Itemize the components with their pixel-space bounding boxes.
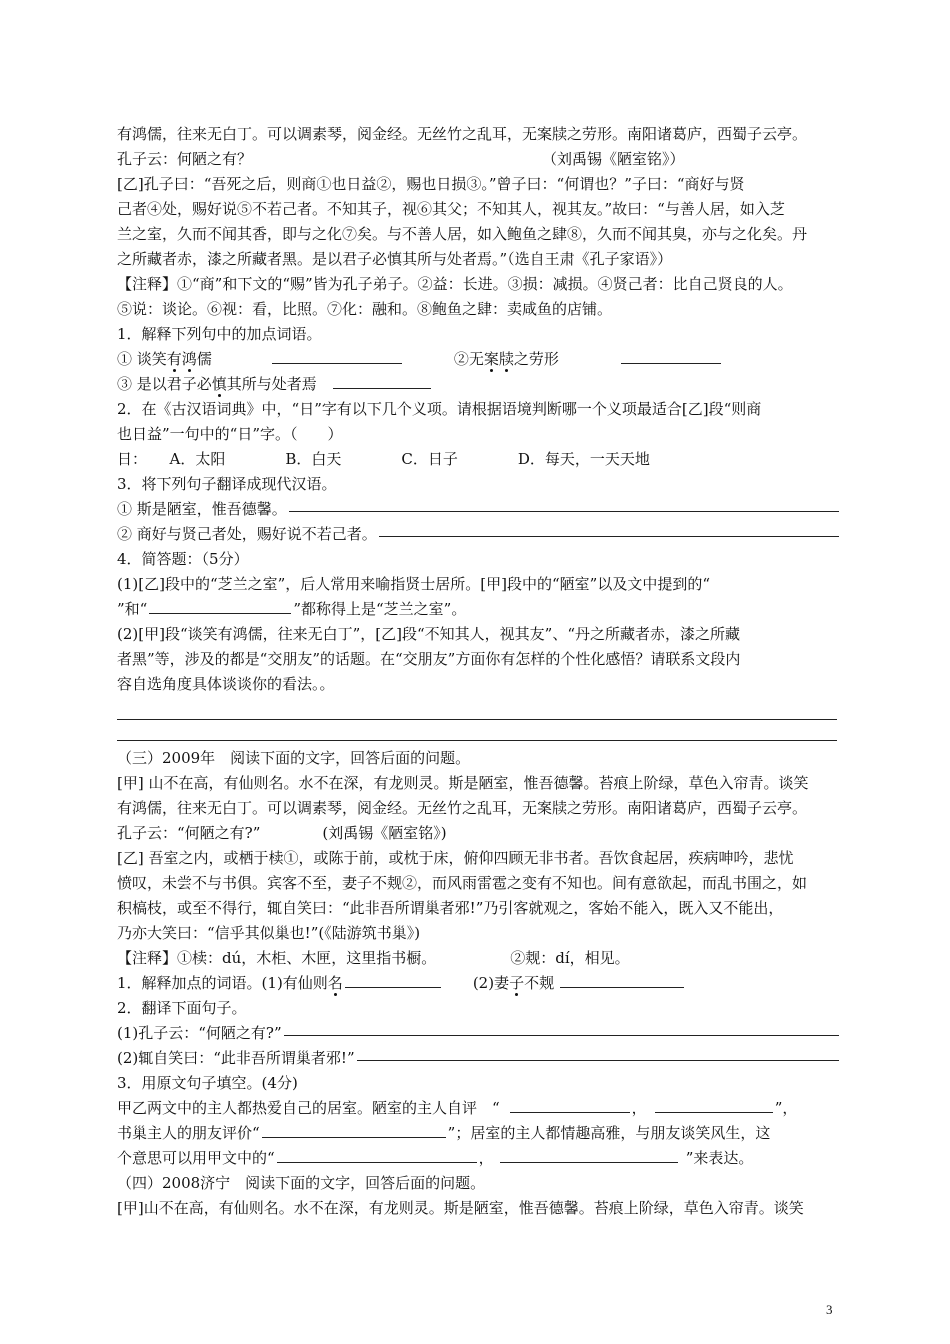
answer-blank[interactable] <box>560 973 684 988</box>
section-3-question-2-item: (2)辄自笑曰：“此非吾所谓巢者邪!” <box>117 1046 847 1071</box>
question-3: 3．将下列句子翻译成现代汉语。 <box>117 475 337 493</box>
question-1-items-b: ③ 是以君子必慎其所与处者焉 <box>117 372 847 397</box>
section-3-title: （三）2009年 阅读下面的文字，回答后面的问题。 <box>117 749 471 767</box>
answer-blank[interactable] <box>655 1098 773 1113</box>
question-3-item: ① 斯是陋室，惟吾德馨。 <box>117 497 847 522</box>
annotation-line: 【注释】①椟：dú，木柜、木匣，这里指书橱。 ②觌：dí，相见。 <box>117 949 630 967</box>
question-2: 2．在《古汉语词典》中，“日”字有以下几个义项。请根据语境判断哪一个义项最适合[乙]段“则商 <box>117 400 762 418</box>
question-4: 4．简答题：（5分） <box>117 550 249 568</box>
answer-blank[interactable] <box>262 1123 446 1138</box>
text-line: 孔子云：“何陋之有?” (刘禹锡《陋室铭》) <box>117 824 447 842</box>
section-3-question-2: 2．翻译下面句子。 <box>117 999 247 1017</box>
text-line: [甲]山不在高，有仙则名。水不在深，有龙则灵。斯是陋室，惟吾德馨。苔痕上阶绿，草色入帘青。谈笑 <box>117 1199 804 1217</box>
answer-blank[interactable] <box>272 349 402 364</box>
answer-blank[interactable] <box>277 1148 477 1163</box>
text-line: [乙]孔子曰：“吾死之后，则商①也日益②，赐也日损③。”曾子曰：“何谓也？”子曰：“商好与贤 <box>117 175 745 193</box>
answer-line[interactable] <box>284 1021 839 1036</box>
section-3-question-3: 3．用原文句子填空。(4分) <box>117 1074 298 1092</box>
question-4-part-1: ”和“ ”都称得上是“芝兰之室”。 <box>117 600 467 618</box>
answer-blank[interactable] <box>510 1098 630 1113</box>
question-3-item: ② 商好与贤己者处，赐好说不若己者。 <box>117 522 847 547</box>
section-3-question-1: 1．解释加点的词语。(1)有仙则名 (2)妻子不觌 <box>117 971 847 996</box>
answer-blank[interactable] <box>621 349 721 364</box>
page-number: 3 <box>826 1302 833 1317</box>
section-4-title: （四）2008济宁 阅读下面的文字，回答后面的问题。 <box>117 1174 486 1192</box>
answer-blank[interactable] <box>333 374 431 389</box>
question-4-part-2: 容自选角度具体谈谈你的看法。。 <box>117 675 335 693</box>
text-line: 孔子云：何陋之有？ （刘禹锡《陋室铭》） <box>117 150 685 168</box>
text-line: 兰之室，久而不闻其香，即与之化⑦矣。与不善人居，如入鲍鱼之肆⑧，久而不闻其臭，亦与之化矣。丹 <box>117 225 808 243</box>
document-body <box>117 122 847 1221</box>
text-line: 愤叹，未尝不与书俱。宾客不至，妻子不觌②，而风雨雷雹之变有不知也。间有意欲起，而乱书围之，如 <box>117 874 808 892</box>
question-2-options: 日： A．太阳 B．白天 C．日子 D．每天，一天天地 <box>117 450 650 468</box>
answer-blank[interactable] <box>500 1148 678 1163</box>
answer-line[interactable] <box>357 1046 839 1061</box>
text-line: 积槁枝，或至不得行，辄自笑曰：“此非吾所谓巢者邪!”乃引客就观之，客始不能入，既入又不能出， <box>117 899 784 917</box>
section-3-question-3-fill: 书巢主人的朋友评价“ ”；居室的主人都情趣高雅，与朋友谈笑风生，这 <box>117 1124 771 1142</box>
text-line: 有鸿儒，往来无白丁。可以调素琴，阅金经。无丝竹之乱耳，无案牍之劳形。南阳诸葛庐，西蜀子云亭。 <box>117 799 808 817</box>
section-3-question-3-fill: 个意思可以用甲文中的“ ， ”来表达。 <box>117 1149 754 1167</box>
answer-line[interactable] <box>117 697 837 720</box>
annotation-line: ⑤说：谈论。⑥视：看，比照。⑦化：融和。⑧鲍鱼之肆：卖咸鱼的店铺。 <box>117 300 613 318</box>
text-line: [乙] 吾室之内，或栖于椟①，或陈于前，或枕于床，俯仰四顾无非书者。吾饮食起居，疾病呻吟，悲忧 <box>117 849 794 867</box>
answer-line[interactable] <box>289 497 839 512</box>
section-3-question-3-fill: 甲乙两文中的主人都热爱自己的居室。陋室的主人自评 “ ， ”， <box>117 1099 798 1117</box>
text-line: 乃亦大笑曰：“信乎其似巢也!”(《陆游筑书巢》) <box>117 924 421 942</box>
text-line: [甲] 山不在高，有仙则名。水不在深，有龙则灵。斯是陋室，惟吾德馨。苔痕上阶绿，草色入帘青。谈笑 <box>117 774 809 792</box>
answer-line[interactable] <box>117 720 837 741</box>
text-line: 之所藏者赤，漆之所藏者黑。是以君子必慎其所与处者焉。”（选自王肃《孔子家语》） <box>117 250 673 268</box>
answer-blank[interactable] <box>345 973 441 988</box>
question-4-part-2: (2)[甲]段“谈笑有鸿儒，往来无白丁”，[乙]段“不知其人，视其友”、“丹之所藏者赤，漆之所藏 <box>117 625 741 643</box>
annotation-line: 【注释】①“商”和下文的“赐”皆为孔子弟子。②益：长进。③损：减损。④贤己者：比自己贤良的人。 <box>117 275 793 293</box>
question-4-part-1: (1)[乙]段中的“芝兰之室”，后人常用来喻指贤士居所。[甲]段中的“陋室”以及文中提到的“ <box>117 575 711 593</box>
question-1: 1．解释下列句中的加点词语。 <box>117 325 322 343</box>
text-line: 己者④处，赐好说⑤不若己者。不知其子，视⑥其父；不知其人，视其友。”故曰：“与善人居，如入芝 <box>117 200 785 218</box>
question-1-items-a: ① 谈笑有鸿儒 ②无案牍之劳形 <box>117 347 847 372</box>
answer-blank[interactable] <box>149 599 291 614</box>
text-line: 有鸿儒，往来无白丁。可以调素琴，阅金经。无丝竹之乱耳，无案牍之劳形。南阳诸葛庐，西蜀子云亭。 <box>117 125 808 143</box>
question-2: 也日益”一句中的“日”字。（ ） <box>117 425 343 443</box>
section-3-question-2-item: (1)孔子云：“何陋之有?” <box>117 1021 847 1046</box>
answer-line[interactable] <box>379 522 839 537</box>
question-4-part-2: 者黑”等，涉及的都是“交朋友”的话题。在“交朋友”方面你有怎样的个性化感悟？请联系文段内 <box>117 650 741 668</box>
